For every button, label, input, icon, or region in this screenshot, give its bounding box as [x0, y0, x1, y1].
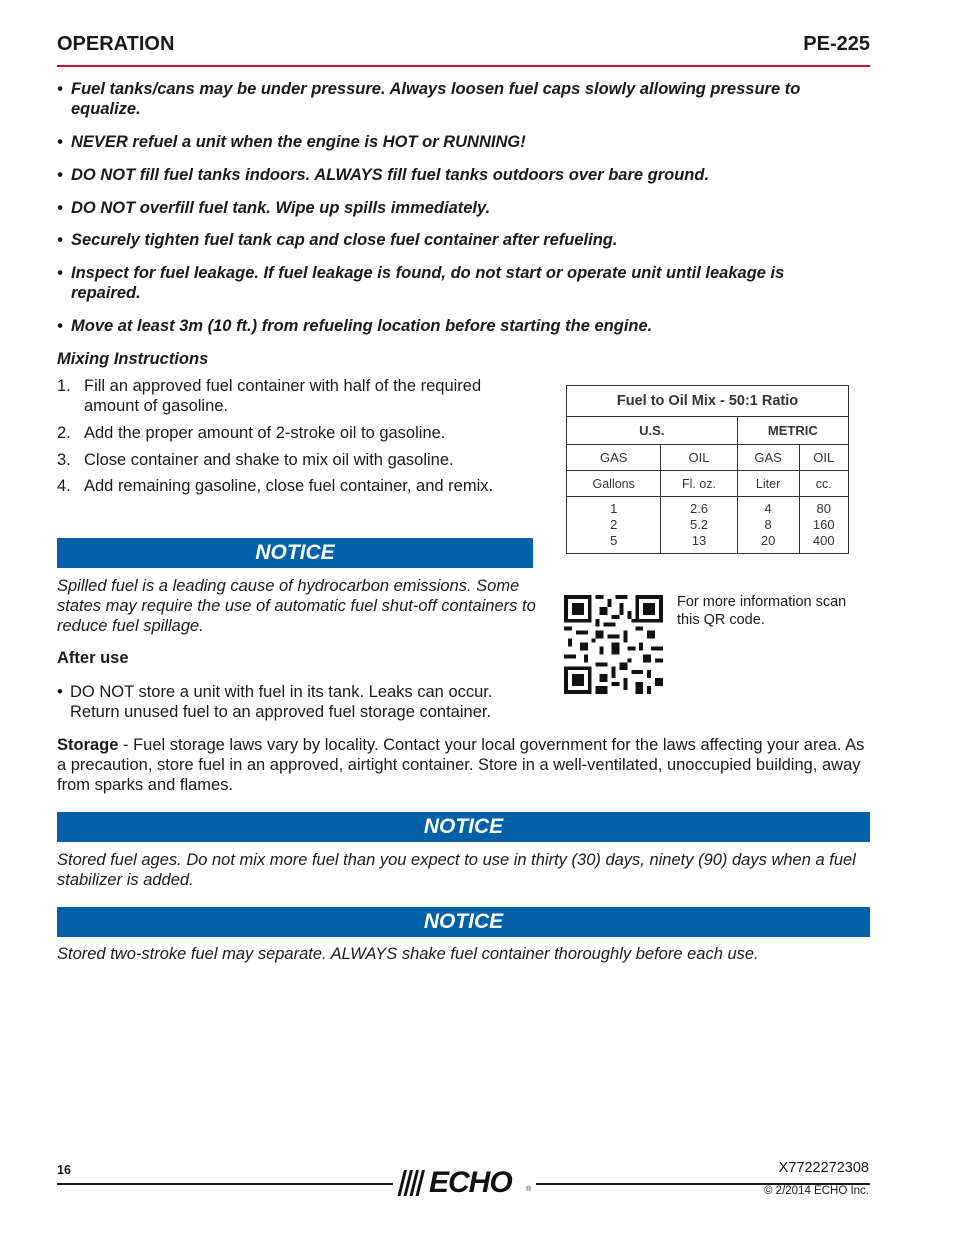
notice-banner: NOTICE: [57, 812, 870, 842]
mixing-heading: Mixing Instructions: [57, 350, 209, 368]
unit-floz: Fl. oz.: [661, 471, 737, 497]
warning-item: • DO NOT fill fuel tanks indoors. ALWAYS fill fuel tanks outdoors over bare ground.: [57, 166, 710, 184]
gallons-values: 1 2 5: [567, 497, 661, 554]
col-oil-metric: OIL: [799, 445, 848, 471]
after-use-bullet: • DO NOT store a unit with fuel in its tank. Leaks can occur. Return unused fuel to an approved fuel storage container.: [57, 683, 493, 721]
notice-text: Stored two-stroke fuel may separate. ALWAYS shake fuel container thoroughly before each use.: [57, 945, 759, 963]
mixing-step: 3. Close container and shake to mix oil with gasoline.: [57, 451, 454, 469]
unit-liter: Liter: [737, 471, 799, 497]
col-gas-metric: GAS: [737, 445, 799, 471]
part-number: X7722272308: [778, 1160, 869, 1176]
page-number: 16: [57, 1163, 71, 1177]
qr-caption: For more information scan this QR code.: [677, 594, 847, 628]
echo-logo: [395, 1166, 535, 1200]
warning-item: • DO NOT overfill fuel tank. Wipe up spills immediately.: [57, 199, 491, 217]
mixing-step: 1. Fill an approved fuel container with half of the required amount of gasoline.: [57, 377, 482, 415]
warning-item: • Fuel tanks/cans may be under pressure. Always loosen fuel caps slowly allowing pressure to equalize.: [57, 80, 801, 118]
page-header: [57, 33, 870, 67]
us-header: U.S.: [567, 417, 738, 445]
metric-header: METRIC: [737, 417, 848, 445]
notice-banner: NOTICE: [57, 538, 533, 568]
notice-text: Spilled fuel is a leading cause of hydrocarbon emissions. Some states may require the use of automatic fuel shut-off containers to reduce fuel spillage.: [57, 577, 536, 635]
floz-values: 2.6 5.2 13: [661, 497, 737, 554]
warning-item: • Inspect for fuel leakage. If fuel leakage is found, do not start or operate unit until leakage is repaired.: [57, 264, 785, 302]
model-number: PE-225: [803, 33, 870, 55]
unit-gallons: Gallons: [567, 471, 661, 497]
warning-item: • Move at least 3m (10 ft.) from refueling location before starting the engine.: [57, 317, 653, 335]
copyright: © 2/2014 ECHO Inc.: [764, 1185, 869, 1197]
qr-code-icon[interactable]: [564, 595, 663, 694]
cc-values: 80 160 400: [799, 497, 848, 554]
mix-table-title: Fuel to Oil Mix - 50:1 Ratio: [567, 386, 849, 417]
fuel-oil-mix-table: [566, 385, 849, 554]
warning-item: • NEVER refuel a unit when the engine is HOT or RUNNING!: [57, 133, 526, 151]
notice-text: Stored fuel ages. Do not mix more fuel than you expect to use in thirty (30) days, ninety (90) days when a fuel stabilizer is added.: [57, 851, 856, 889]
storage-paragraph: Storage - Fuel storage laws vary by locality. Contact your local government for the laws affecting your area. As a precaution, store fuel in an approved, airtight container. Store in a well-ventilated, unoccupied building, away from sparks and flames.: [57, 736, 865, 794]
mixing-step: 2. Add the proper amount of 2-stroke oil to gasoline.: [57, 424, 446, 442]
unit-cc: cc.: [799, 471, 848, 497]
registered-mark: ®: [526, 1186, 532, 1193]
mixing-step: 4. Add remaining gasoline, close fuel container, and remix.: [57, 477, 494, 495]
after-use-heading: After use: [57, 649, 129, 667]
footer-rule-left: [57, 1183, 393, 1185]
logo-wordmark: ECHO: [429, 1166, 512, 1199]
col-oil-us: OIL: [661, 445, 737, 471]
notice-banner: NOTICE: [57, 907, 870, 937]
storage-label: Storage: [57, 736, 119, 754]
warning-item: • Securely tighten fuel tank cap and close fuel container after refueling.: [57, 231, 618, 249]
col-gas-us: GAS: [567, 445, 661, 471]
liter-values: 4 8 20: [737, 497, 799, 554]
section-title: OPERATION: [57, 33, 175, 55]
